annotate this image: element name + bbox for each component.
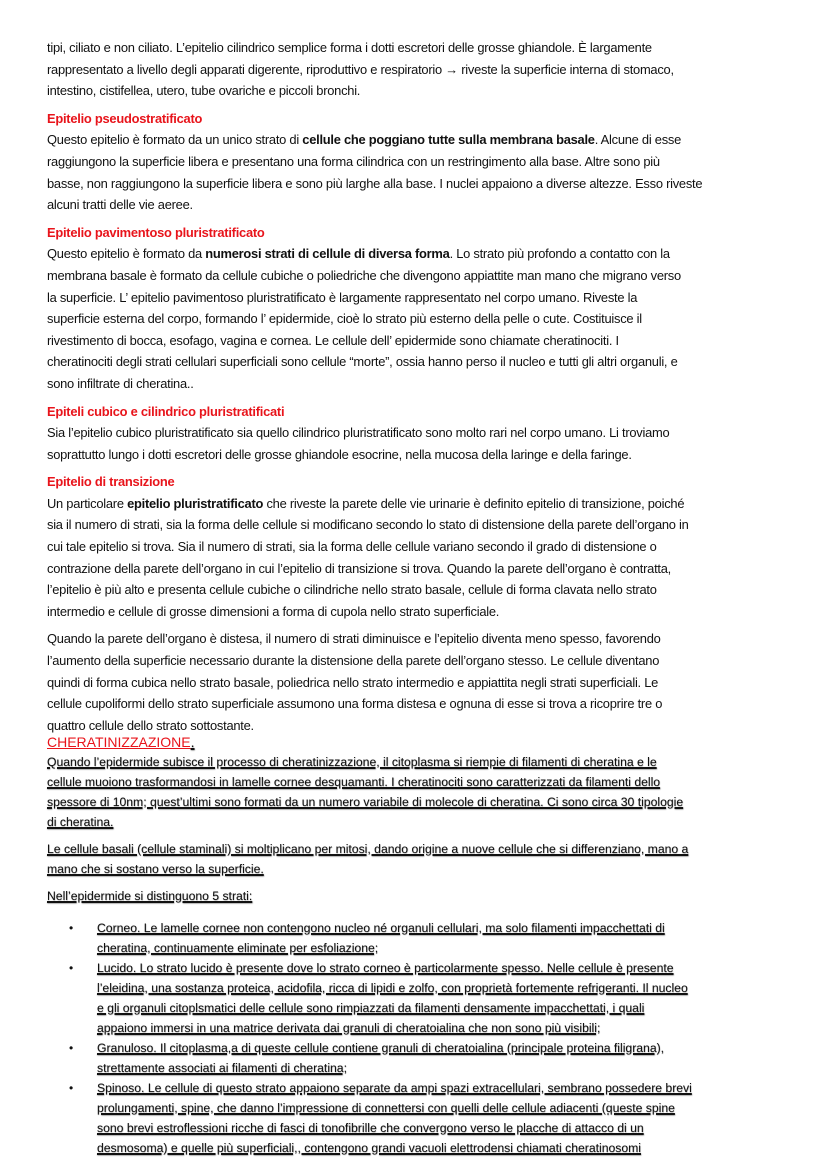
keratinization-section [47,732,807,1158]
text-line [47,650,807,672]
list-item [69,1038,807,1078]
text-line [47,601,807,623]
text-line [47,173,807,195]
text-span: rivestimento di bocca, esofago, vagina e cornea. Le cellule dell’ epidermide sono chiamate cheratinociti. I [47,332,619,348]
text-line: spessore di 10nm; quest’ultimi sono formati da un numero variabile di molecole di cheratina. Ci sono circa 30 tipologie [47,795,684,809]
bullet-icon: • [69,1081,74,1095]
text-span: l’epitelio è più alto e presenta cellule cubiche o cilindriche nello strato basale, cellule di forma clavata nello strato [47,582,657,598]
bullet-icon: • [69,1041,74,1055]
text-line: Corneo. Le lamelle cornee non contengono nucleo né organuli cellulari, ma solo filamenti impacchettati di [97,921,665,935]
text-span: basse, non raggiungono la superficie libera e sono più larghe alla base. I nuclei appaiono a diverse altezze. Esso riveste [47,175,703,191]
text-span: rappresentato a livello degli apparati digerente, riproduttivo e respiratorio → riveste la superficie interna di stomaco, [47,61,674,77]
keratinization-heading: CHERATINIZZAZIONE. [47,734,195,750]
text-line [47,422,807,444]
section-heading: Epitelio pseudostratificato [47,110,203,126]
text-span: . Lo strato più profondo a contatto con la [449,246,670,262]
text-line: desmosoma) e quelle più superficiali,, contengono grandi vacuoli elettrodensi chiamati cheratinosomi [97,1141,641,1155]
text-span: l’aumento della superficie necessario durante la distensione della parete dell’organo stesso. Le cellule diventano [47,653,660,669]
text-span: Questo epitelio è formato da [47,246,206,262]
bold-text: numerosi strati di cellule di diversa forma [205,246,450,262]
text-line: prolungamenti, spine, che danno l’impressione di connettersi con quelli delle cellule adiacenti (queste spine [97,1101,675,1115]
text-span: sono infiltrate di cheratina.. [47,375,194,391]
text-span: cui tale epitelio si trova. Sia il numero di strati, sia la forma delle cellule variano secondo il grado di distensione o [47,539,657,555]
text-span: quattro cellule dello strato sottostante. [47,717,254,733]
text-line [47,151,807,173]
text-span: Quando la parete dell’organo è distesa, il numero di strati diminuisce e l’epitelio diventa meno spesso, favorendo [47,631,661,647]
text-span: intestino, cistifellea, utero, tube ovariche e piccoli bronchi. [47,83,361,99]
text-span: Sia l’epitelio cubico pluristratificato sia quello cilindrico pluristratificato sono molto rari nel corpo umano. Li troviamo [47,425,670,441]
list-item [69,918,807,958]
text-line [47,265,807,287]
text-line [47,693,807,715]
section-heading: Epitelio pavimentoso pluristratificato [47,224,265,240]
text-line: di cheratina. [47,815,114,829]
list-item [69,958,807,1038]
text-span: quindi di forma cubica nello strato basale, poliedrica nello strato intermedio e appiattita negli strati superficiali. Le [47,674,659,690]
text-line: sono brevi estroflessioni ricche di fasci di tonofibrille che convergono verso le placche di attacco di un [97,1121,644,1135]
text-line: e gli organuli citoplsmatici delle cellule sono rimpiazzati da filamenti densamente impacchettati, i quali [97,1001,645,1015]
text-line: l’eleidina, una sostanza proteica, acidofila, ricca di lipidi e zolfo, con proprietà fortemente refrigeranti. Il nucleo [97,981,688,995]
text-span: Questo epitelio è formato da un unico strato di [47,132,303,148]
text-line [47,243,807,265]
text-span: tipi, ciliato e non ciliato. L’epitelio cilindrico semplice forma i dotti escretori delle grosse ghiandole. È largamente [47,40,652,55]
text-line [47,579,807,601]
text-line [47,37,807,59]
text-line: cellule muoiono trasformandosi in lamelle cornee desquamanti. I cheratinociti sono caratterizzati da filamenti dello [47,775,661,789]
text-line: strettamente associati ai filamenti di cheratina; [97,1061,347,1075]
text-line [47,444,807,466]
text-line [47,672,807,694]
epithelium-text [47,37,807,736]
text-span: la superficie. L’ epitelio pavimentoso pluristratificato è largamente rappresentato nel corpo umano. Riveste la [47,289,638,305]
text-line [47,194,807,216]
text-span: Un particolare [47,495,128,511]
bold-text: cellule che poggiano tutte sulla membrana basale [302,132,595,148]
strata-list [47,918,807,1158]
text-line: Le cellule basali (cellule staminali) si moltiplicano per mitosi, dando origine a nuove cellule che si differenziano, mano a [47,842,689,856]
text-line [47,59,807,81]
text-line: mano che si sostano verso la superficie. [47,862,264,876]
text-span: raggiungono la superficie libera e presentano una forma cilindrica con un restringimento alla base. Altre sono più [47,153,660,169]
text-line [47,129,807,151]
section-heading: Epiteli cubico e cilindrico pluristratificati [47,403,285,419]
text-line: Nell’epidermide si distinguono 5 strati: [47,889,253,903]
text-line [47,558,807,580]
text-line [47,514,807,536]
text-line [47,628,807,650]
bold-text: epitelio pluristratificato [127,495,264,511]
text-span: alcuni tratti delle vie aeree. [47,197,193,213]
text-span: contrazione della parete dell’organo in cui l’epitelio di transizione si trova. Quando la parete dell’organo è contratta, [47,560,671,576]
text-line: Lucido. Lo strato lucido è presente dove lo strato corneo è particolarmente spesso. Nelle cellule è presente [97,961,674,975]
paragraph [47,752,807,832]
text-line: cheratina, continuamente eliminate per esfoliazione; [97,941,379,955]
text-span: membrana basale è formato da cellule cubiche o poliedriche che divengono appiattite man mano che migrano verso [47,267,681,283]
text-span: soprattutto lungo i dotti escretori delle grosse ghiandole esocrine, nella mucosa della laringe e della faringe. [47,446,632,462]
text-span: intermedio e cellule di grosse dimensioni a forma di cupola nello strato superficiale. [47,603,500,619]
text-line: Granuloso. Il citoplasma,a di queste cellule contiene granuli di cheratoialina (principale proteina filigrana), [97,1041,665,1055]
text-span: cellule cupoliformi dello strato superficiale assumono una forma distesa e ognuna di esse si trova a ricoprire tre o [47,696,663,712]
text-line [47,287,807,309]
text-span: sia il numero di strati, sia la forma delle cellule si modificano secondo lo stato di distensione della parete dell’organo in [47,517,689,533]
text-span: che riveste la parete delle vie urinarie è definito epitelio di transizione, poiché [263,495,685,511]
paragraph [47,886,807,906]
text-line: Spinoso. Le cellule di questo strato appaiono separate da ampi spazi extracellulari, sembrano possedere brevi [97,1081,692,1095]
section-heading: Epitelio di transizione [47,474,175,490]
text-line [47,330,807,352]
bullet-icon: • [69,961,74,975]
paragraph [47,839,807,879]
text-span: . Alcune di esse [594,132,682,148]
list-item [69,1078,807,1158]
text-line [47,351,807,373]
text-line [47,536,807,558]
text-line: Quando l’epidermide subisce il processo di cheratinizzazione, il citoplasma si riempie di filamenti di cheratina e le [47,755,657,769]
text-line [47,80,807,102]
text-line [47,493,807,515]
text-span: superficie esterna del corpo, formando l’ epidermide, cioè lo strato più esterno della pelle o cute. Costituisce il [47,311,642,327]
text-line [47,308,807,330]
text-line: appaiono immersi in una matrice derivata dai granuli di cheratoialina che non sono più visibili; [97,1021,601,1035]
bullet-icon: • [69,921,74,935]
text-line [47,373,807,395]
text-span: cheratinociti degli strati cellulari superficiali sono cellule “morte”, ossia hanno perso il nucleo e tutti gli altri organuli, e [47,354,678,370]
